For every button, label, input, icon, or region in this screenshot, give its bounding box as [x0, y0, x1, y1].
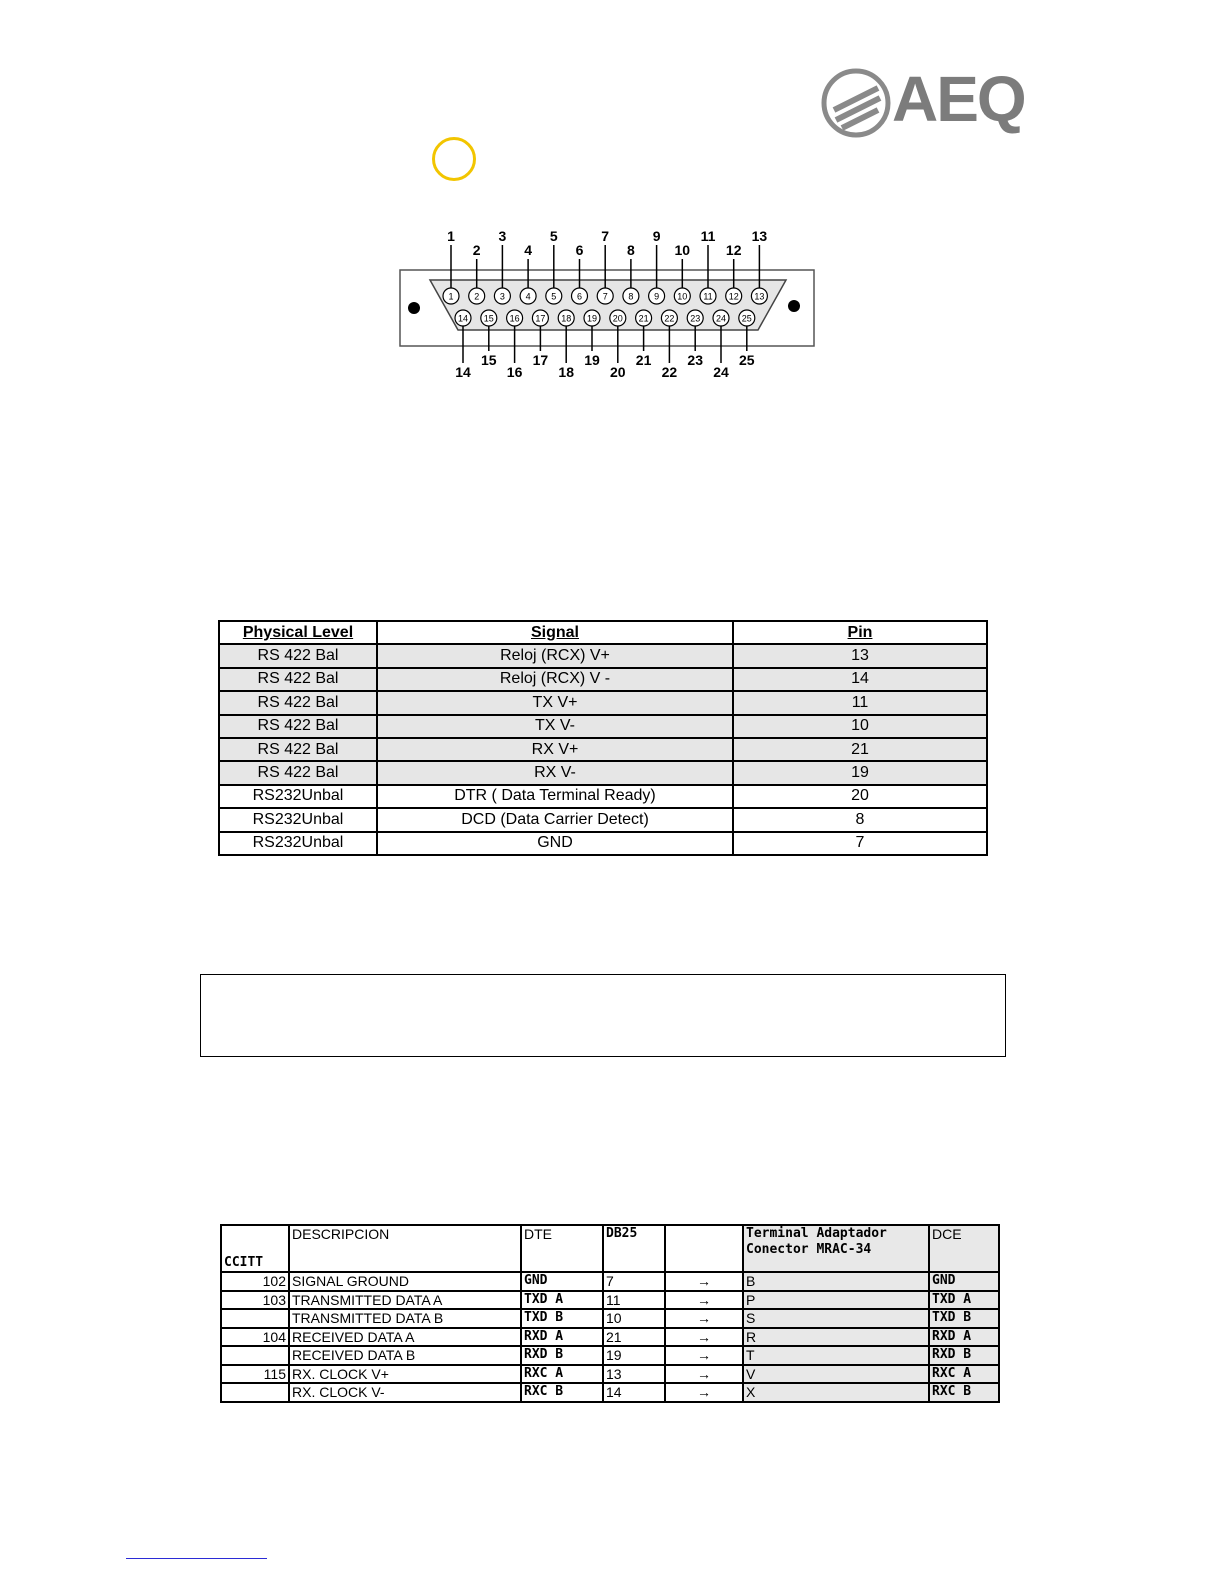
cell: TXD B [929, 1309, 999, 1328]
svg-text:2: 2 [474, 291, 480, 302]
arrow-icon: → [665, 1309, 743, 1328]
svg-text:9: 9 [654, 291, 660, 302]
ccitt-mapping-table [220, 1224, 1000, 1403]
cell: RS232Unbal [219, 785, 377, 808]
pin-label: 5 [549, 228, 558, 244]
cell [221, 1309, 289, 1328]
cell: RX V- [377, 761, 733, 784]
cell [221, 1383, 289, 1402]
arrow-icon: → [665, 1328, 743, 1347]
cell: 13 [603, 1365, 665, 1384]
cell: RECEIVED DATA B [289, 1346, 521, 1365]
cell: RX. CLOCK V- [289, 1383, 521, 1402]
svg-text:17: 17 [535, 313, 546, 324]
cell: RECEIVED DATA A [289, 1328, 521, 1347]
cell: TXD B [521, 1309, 603, 1328]
table-row [219, 668, 987, 691]
pin-9 [649, 228, 665, 304]
pin-5 [546, 228, 562, 304]
cell: 103 [221, 1291, 289, 1310]
pin-label: 11 [700, 228, 716, 244]
cell: TX V- [377, 715, 733, 738]
cell: P [743, 1291, 929, 1310]
table-row [221, 1383, 999, 1402]
pin-3 [494, 228, 510, 304]
pin-label: 21 [635, 352, 652, 368]
header-terminal-adaptador: Terminal Adaptador Conector MRAC-34 [743, 1225, 929, 1272]
svg-text:11: 11 [703, 291, 713, 302]
header-pin: Pin [733, 621, 987, 644]
svg-text:22: 22 [664, 313, 675, 324]
pin-label: 22 [661, 364, 678, 380]
cell: 14 [733, 668, 987, 691]
pin-label: 7 [601, 228, 610, 244]
cell: 21 [733, 738, 987, 761]
pin-label: 17 [532, 352, 549, 368]
svg-text:15: 15 [483, 313, 494, 324]
pin-label: 14 [455, 364, 471, 380]
cell: RS 422 Bal [219, 761, 377, 784]
cell: 21 [603, 1328, 665, 1347]
svg-text:7: 7 [602, 291, 608, 302]
svg-text:5: 5 [551, 291, 557, 302]
arrow-icon: → [665, 1291, 743, 1310]
cell: 102 [221, 1272, 289, 1291]
pin-label: 15 [481, 352, 497, 368]
cell: Reloj (RCX) V+ [377, 644, 733, 667]
cell: RXC B [521, 1383, 603, 1402]
cell: 19 [733, 761, 987, 784]
cell: 115 [221, 1365, 289, 1384]
cell: 10 [603, 1309, 665, 1328]
pin-label: 6 [575, 242, 584, 258]
cell: 11 [603, 1291, 665, 1310]
cell: 7 [733, 832, 987, 855]
cell: RS 422 Bal [219, 644, 377, 667]
cell: GND [929, 1272, 999, 1291]
svg-text:19: 19 [586, 313, 598, 324]
cell: 13 [733, 644, 987, 667]
svg-text:12: 12 [728, 291, 739, 302]
cell: 8 [733, 808, 987, 831]
logo-text: AEQ [892, 63, 1025, 135]
arrow-icon: → [665, 1365, 743, 1384]
cell: DTR ( Data Terminal Ready) [377, 785, 733, 808]
pin-label: 3 [498, 228, 507, 244]
pin-11 [700, 228, 716, 304]
cell: 20 [733, 785, 987, 808]
table-row [219, 832, 987, 855]
cell: X [743, 1383, 929, 1402]
pin-label: 8 [627, 242, 635, 258]
pin-label: 19 [584, 352, 600, 368]
svg-text:8: 8 [628, 291, 634, 302]
cell: RS232Unbal [219, 808, 377, 831]
pin-label: 20 [610, 364, 626, 380]
db25-connector-diagram [396, 226, 818, 394]
pin-label: 25 [739, 352, 755, 368]
pin-1 [443, 228, 459, 304]
cell: B [743, 1272, 929, 1291]
arrow-icon: → [665, 1272, 743, 1291]
pinout-table [218, 620, 988, 856]
header-physical-level: Physical Level [219, 621, 377, 644]
cell: RXD A [929, 1328, 999, 1347]
cell: 10 [733, 715, 987, 738]
pin-label: 16 [506, 364, 523, 380]
cell: RS232Unbal [219, 832, 377, 855]
table-row [219, 715, 987, 738]
svg-text:24: 24 [715, 313, 727, 324]
table-row [219, 808, 987, 831]
table-row [219, 644, 987, 667]
pin-label: 18 [558, 364, 574, 380]
svg-text:25: 25 [741, 313, 752, 324]
cell: TXD A [521, 1291, 603, 1310]
table-row [219, 761, 987, 784]
cell: V [743, 1365, 929, 1384]
cell: RXC A [521, 1365, 603, 1384]
table-row [219, 738, 987, 761]
svg-text:23: 23 [690, 313, 701, 324]
svg-text:13: 13 [754, 291, 765, 302]
cell: RS 422 Bal [219, 691, 377, 714]
pin-label: 23 [687, 352, 703, 368]
cell: RXD B [929, 1346, 999, 1365]
svg-text:14: 14 [457, 313, 469, 324]
header-db25: DB25 [603, 1225, 665, 1272]
header-dte: DTE [521, 1225, 603, 1272]
cell: TX V+ [377, 691, 733, 714]
svg-text:6: 6 [576, 291, 583, 302]
table-row [221, 1272, 999, 1291]
cell: RS 422 Bal [219, 668, 377, 691]
svg-text:4: 4 [525, 291, 531, 302]
pin-label: 9 [652, 228, 661, 244]
empty-note-box [200, 974, 1006, 1057]
header-descripcion: DESCRIPCION [289, 1225, 521, 1272]
cell: Reloj (RCX) V - [377, 668, 733, 691]
pin-7 [597, 228, 613, 304]
cell: SIGNAL GROUND [289, 1272, 521, 1291]
cell: RXC B [929, 1383, 999, 1402]
table-row [221, 1309, 999, 1328]
table-row [221, 1291, 999, 1310]
cell: 7 [603, 1272, 665, 1291]
header-signal: Signal [377, 621, 733, 644]
svg-text:18: 18 [561, 313, 572, 324]
cell: RX V+ [377, 738, 733, 761]
pin-label: 13 [751, 228, 768, 244]
cell: RX. CLOCK V+ [289, 1365, 521, 1384]
table-row [219, 785, 987, 808]
cell: 11 [733, 691, 987, 714]
table-header-row [221, 1225, 999, 1272]
pin-label: 24 [713, 364, 729, 380]
header-arrow [665, 1225, 743, 1272]
cell: GND [521, 1272, 603, 1291]
pin-label: 12 [725, 242, 742, 258]
header-ccitt: CCITT [221, 1225, 289, 1272]
cell: S [743, 1309, 929, 1328]
pin-label: 10 [674, 242, 691, 258]
cell: RXD B [521, 1346, 603, 1365]
cell: RS 422 Bal [219, 738, 377, 761]
cell: GND [377, 832, 733, 855]
svg-text:20: 20 [612, 313, 623, 324]
table-row [219, 691, 987, 714]
pin-13 [751, 228, 767, 304]
cell: TXD A [929, 1291, 999, 1310]
cell: T [743, 1346, 929, 1365]
cell: R [743, 1328, 929, 1347]
svg-text:10: 10 [677, 291, 688, 302]
arrow-icon: → [665, 1383, 743, 1402]
header-dce: DCE [929, 1225, 999, 1272]
pin-label: 4 [524, 242, 532, 258]
svg-text:3: 3 [499, 291, 505, 302]
cell: RXC A [929, 1365, 999, 1384]
cell: TRANSMITTED DATA B [289, 1309, 521, 1328]
cell: DCD (Data Carrier Detect) [377, 808, 733, 831]
arrow-icon: → [665, 1346, 743, 1365]
pin-label: 1 [447, 228, 455, 244]
cell: RXD A [521, 1328, 603, 1347]
cell: TRANSMITTED DATA A [289, 1291, 521, 1310]
table-row [221, 1346, 999, 1365]
cell: 14 [603, 1383, 665, 1402]
cell [221, 1346, 289, 1365]
cell: 19 [603, 1346, 665, 1365]
cell: RS 422 Bal [219, 715, 377, 738]
svg-text:16: 16 [509, 313, 520, 324]
highlight-circle [432, 137, 476, 181]
cell: 104 [221, 1328, 289, 1347]
pin-label: 2 [472, 242, 481, 258]
table-row [221, 1328, 999, 1347]
svg-text:1: 1 [448, 291, 454, 302]
footer-link-underline [126, 1558, 267, 1559]
svg-text:21: 21 [638, 313, 649, 324]
table-row [221, 1365, 999, 1384]
